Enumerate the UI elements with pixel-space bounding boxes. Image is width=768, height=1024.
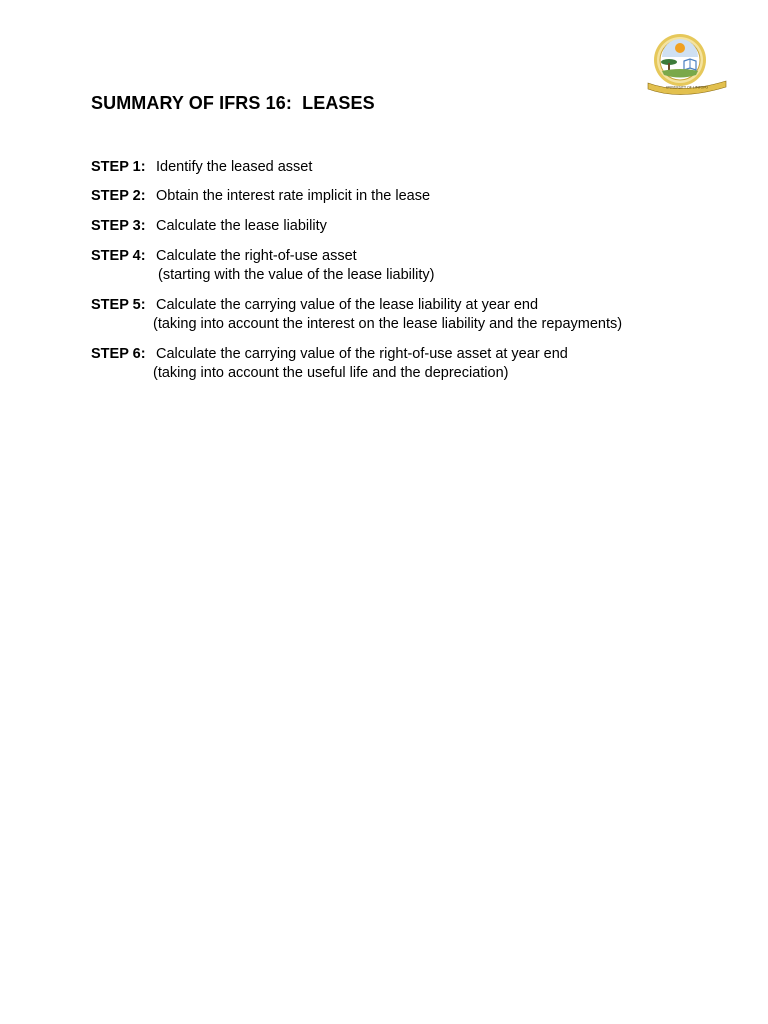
step-label: STEP 3: <box>91 218 146 234</box>
step-text: Calculate the carrying value of the lease liability at year end <box>156 297 539 313</box>
step-6 <box>91 345 568 383</box>
step-label: STEP 1: <box>91 159 146 175</box>
logo-text: UNIVERSITY OF LIMPOPO <box>665 85 709 90</box>
step-label: STEP 6: <box>91 346 146 362</box>
step-1 <box>91 158 312 177</box>
step-2 <box>91 187 430 206</box>
step-3 <box>91 217 327 236</box>
step-text: Calculate the right-of-use asset <box>156 248 357 264</box>
step-subtext: (taking into account the useful life and the depreciation) <box>153 365 509 381</box>
step-text: Calculate the lease liability <box>156 218 327 234</box>
step-text: Calculate the carrying value of the right-of-use asset at year end <box>156 346 568 362</box>
step-text: Obtain the interest rate implicit in the lease <box>156 188 431 204</box>
step-text: Identify the leased asset <box>156 159 313 175</box>
sun-icon <box>675 43 685 53</box>
university-logo <box>646 33 728 95</box>
step-subtext: (taking into account the interest on the lease liability and the repayments) <box>153 316 623 332</box>
step-label: STEP 4: <box>91 248 146 264</box>
book-icon <box>684 59 696 70</box>
step-label: STEP 2: <box>91 188 146 204</box>
step-5 <box>91 296 622 334</box>
page-title: SUMMARY OF IFRS 16: LEASES <box>91 93 375 113</box>
step-label: STEP 5: <box>91 297 146 313</box>
step-subtext: (starting with the value of the lease liability) <box>158 267 435 283</box>
step-4 <box>91 247 434 285</box>
